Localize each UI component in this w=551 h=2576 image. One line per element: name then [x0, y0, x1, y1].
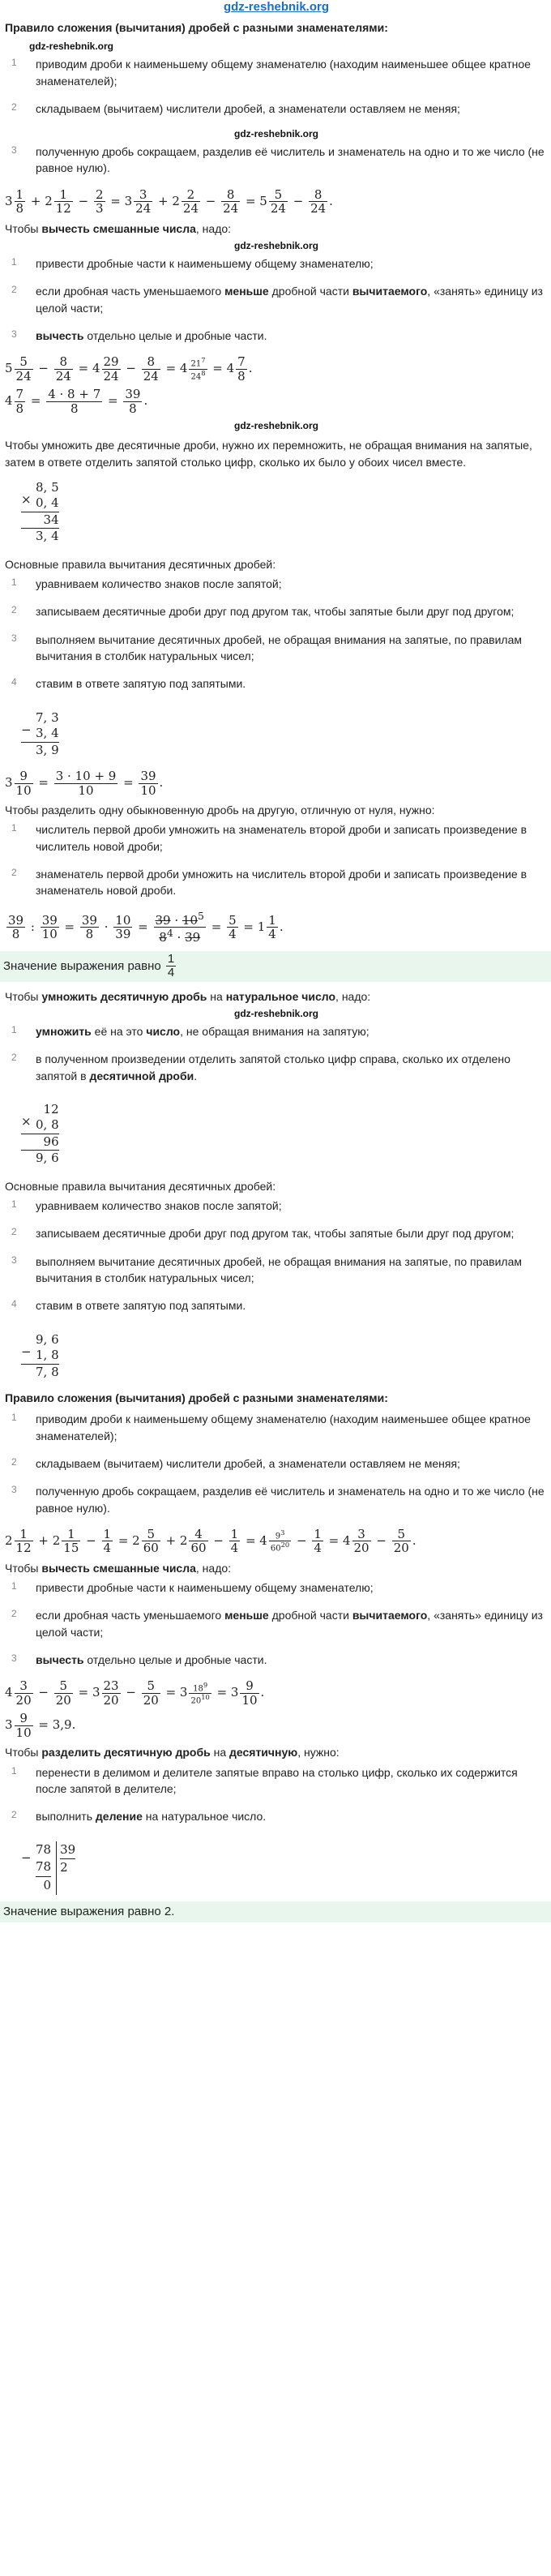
s8-steps [5, 1411, 548, 1515]
list-item: 3 вычесть отдельно целые и дробные части. [11, 328, 267, 342]
s9-expression-1: 4 $\frac{3}{20}$ − $\frac{5}{20}$ = 3 $\frac{23}{20}$ − $\frac{5}{20}$ = 3 $\frac{18^9}{20^{10}}$ = 3 $\frac{9}{10}$ . [5, 1678, 265, 1708]
list-item: 1 привести дробные части к наименьшему общему знаменателю; [11, 1580, 374, 1595]
watermark: gdz-reshebnik.org [233, 1007, 318, 1019]
list-item: 1 приводим дроби к наименьшему общему знаменателю (находим наименьшее общее кратное знаменателей); [11, 57, 531, 88]
s10-steps [5, 1764, 548, 1825]
s1-title: Правило сложения (вычитания) дробей с разными знаменателями: [5, 21, 388, 34]
s5-steps [5, 821, 548, 898]
watermark: gdz-reshebnik.org [29, 41, 114, 53]
s10-intro: Чтобы разделить десятичную дробь на десятичную, нужно: [5, 1746, 340, 1759]
list-item: 3 выполняем вычитание десятичных дробей, не обращая внимания на запятые, по правилам вычитания в столбик натуральных чисел; [11, 632, 523, 663]
s2-expression-2: 4 $\frac{7}{8}$ = $\frac{4 \cdot 8 + 7}{8}$ = $\frac{39}{8}$ . [5, 387, 148, 416]
s4-title: Основные правила вычитания десятичных дробей: [5, 557, 276, 571]
list-item: 2 складываем (вычитаем) числители дробей, а знаменатели оставляем не меняя; [11, 101, 460, 115]
list-item: 2 если дробная часть уменьшаемого меньше дробной части вычитаемого, «занять» единицу из целой части; [11, 284, 543, 315]
s7-column-subtraction: − 9, 6 1, 8 7, 8 [21, 1331, 59, 1379]
list-item: 2 складываем (вычитаем) числители дробей, а знаменатели оставляем не меняя; [11, 1455, 460, 1470]
list-item: 3 полученную дробь сокращаем, разделив её числитель и знаменатель на одно и то же число (не равное нулю). [11, 1484, 545, 1515]
watermark: gdz-reshebnik.org [233, 128, 318, 140]
s4-steps [5, 576, 548, 692]
s7-steps [5, 1198, 548, 1314]
s10-long-division: − 78 78 0 39 2 [21, 1841, 75, 1895]
watermark: gdz-reshebnik.org [233, 420, 318, 432]
s6-steps [5, 1023, 548, 1084]
s3-column-multiplication: × 8, 5 0, 4 34 3, 4 [21, 479, 59, 544]
s6-intro: Чтобы умножить десятичную дробь на натуральное число, надо: [5, 989, 371, 1003]
s8-title: Правило сложения (вычитания) дробей с разными знаменателями: [5, 1391, 388, 1405]
list-item: 2 если дробная часть уменьшаемого меньше дробной части вычитаемого, «занять» единицу из целой части; [11, 1608, 543, 1639]
s7-title: Основные правила вычитания десятичных дробей: [5, 1179, 276, 1193]
watermark: gdz-reshebnik.org [233, 240, 318, 252]
list-item: 3 выполняем вычитание десятичных дробей, не обращая внимания на запятые, по правилам вычитания в столбик натуральных чисел; [11, 1254, 523, 1284]
list-item: 2 знаменатель первой дроби умножить на числитель второй дроби и записать произведение в знаменатель новой дроби. [11, 867, 528, 898]
answer-1: Значение выражения равно $\frac{1}{4}$ [0, 951, 551, 982]
s2-intro: Чтобы вычесть смешанные числа, надо: [5, 221, 232, 235]
list-item: 1 приводим дроби к наименьшему общему знаменателю (находим наименьшее общее кратное знаменателей); [11, 1412, 531, 1442]
s9-expression-2: 3 $\frac{9}{10}$ = 3,9. [5, 1711, 76, 1740]
s9-intro: Чтобы вычесть смешанные числа, надо: [5, 1561, 232, 1575]
s3-intro: Чтобы умножить две десятичные дроби, нужно их перемножить, не обращая внимания на запятые, затем в ответе отделить запятой столько цифр, сколько их было у обоих чисел вместе. [5, 439, 532, 469]
list-item: 1 числитель первой дроби умножить на знаменатель второй дроби и записать произведение в числитель новой дроби; [11, 822, 528, 853]
list-item: 2 выполнить деление на натуральное число. [11, 1809, 267, 1824]
s8-expression: 2 $\frac{1}{12}$ + 2 $\frac{1}{15}$ − $\frac{1}{4}$ = 2 $\frac{5}{60}$ + 2 $\frac{4}{60}$ − $\frac{1}{4}$ = 4 $\frac{9^3}{60^{20}}$ − $\frac{1}{4}$ = 4 $\frac{3}{20}$ − $\frac{5}{20}$ . [5, 1526, 416, 1556]
list-item: 4 ставим в ответе запятую под запятыми. [11, 676, 246, 691]
list-item: 4 ставим в ответе запятую под запятыми. [11, 1298, 246, 1313]
s2-expression-1: 5 $\frac{5}{24}$ − $\frac{8}{24}$ = 4 $\frac{29}{24}$ − $\frac{8}{24}$ = 4 $\frac{21^7}{24^8}$ = 4 $\frac{7}{8}$ . [5, 354, 253, 384]
list-item: 2 записываем десятичные дроби друг под другом так, чтобы запятые были друг под другом; [11, 1226, 515, 1241]
s1-steps [5, 56, 548, 176]
list-item: 1 умножить её на это число, не обращая внимания на запятую; [11, 1023, 369, 1038]
s6-column-multiplication: × 12 0, 8 96 9, 6 [21, 1101, 59, 1166]
s4-expression: 3 $\frac{9}{10}$ = $\frac{3 \cdot 10 + 9}{10}$ = $\frac{39}{10}$ . [5, 769, 164, 798]
list-item: 2 в полученном произведении отделить запятой столько цифр справа, сколько их отделено запятой в десятичной дроби. [11, 1052, 510, 1082]
site-header-link[interactable]: gdz-reshebnik.org [223, 0, 329, 14]
list-item: 2 записываем десятичные дроби друг под другом так, чтобы запятые были друг под другом; [11, 604, 515, 619]
list-item: 1 перенести в делимом и делителе запятые вправо на столько цифр, сколько их содержится после запятой в делителе; [11, 1764, 518, 1795]
answer-2: Значение выражения равно 2. [0, 1901, 551, 1922]
s5-intro: Чтобы разделить одну обыкновенную дробь на другую, отличную от нуля, нужно: [5, 804, 435, 817]
list-item: 1 уравниваем количество знаков после запятой; [11, 1198, 282, 1213]
list-item: 1 уравниваем количество знаков после запятой; [11, 576, 282, 591]
s2-steps [5, 255, 548, 344]
s5-expression: $\frac{39}{8}$ : $\frac{39}{10}$ = $\frac{39}{8}$ · $\frac{10}{39}$ = $\frac{39 \cdot 10^5}{8^4 \cdot 39}$ = $\frac{5}{4}$ = 1 $\frac{1}{4}$ . [8, 909, 284, 945]
list-item: 3 вычесть отдельно целые и дробные части. [11, 1652, 267, 1667]
list-item: 1 привести дробные части к наименьшему общему знаменателю; [11, 256, 374, 271]
list-item: 3 полученную дробь сокращаем, разделив её числитель и знаменатель на одно и то же число (не равное нулю). [11, 144, 545, 175]
s1-expression: 3 $\frac{1}{8}$ + 2 $\frac{1}{12}$ − $\frac{2}{3}$ = 3 $\frac{3}{24}$ + 2 $\frac{2}{24}$ − $\frac{8}{24}$ = 5 $\frac{5}{24}$ − $\frac{8}{24}$ . [5, 186, 333, 216]
s9-steps [5, 1579, 548, 1668]
s4-column-subtraction: − 7, 3 3, 4 3, 9 [21, 709, 59, 757]
